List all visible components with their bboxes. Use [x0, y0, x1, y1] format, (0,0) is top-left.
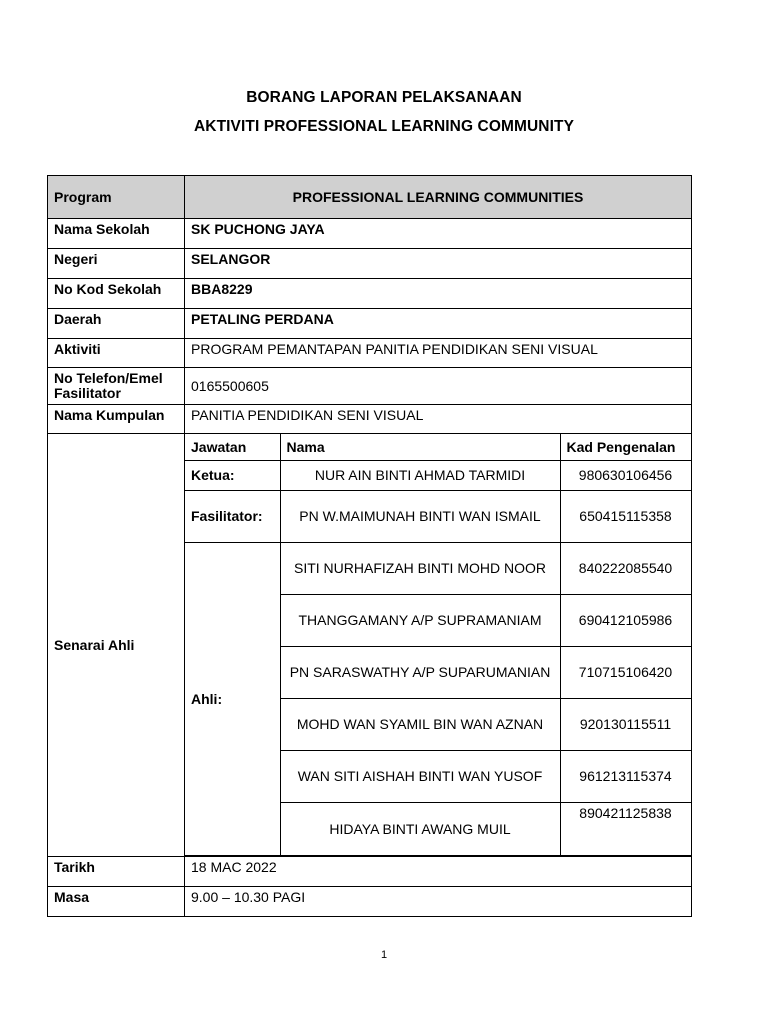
row-program	[48, 176, 692, 219]
member-name: WAN SITI AISHAH BINTI WAN YUSOF	[280, 750, 560, 802]
row-kod-sekolah	[48, 279, 692, 309]
member-ic: 961213115374	[560, 750, 691, 802]
tarikh-value: 18 MAC 2022	[185, 856, 692, 886]
row-aktiviti	[48, 339, 692, 368]
member-name: PN W.MAIMUNAH BINTI WAN ISMAIL	[280, 490, 560, 542]
member-name: NUR AIN BINTI AHMAD TARMIDI	[280, 460, 560, 490]
member-name: PN SARASWATHY A/P SUPARUMANIAN	[280, 646, 560, 698]
kumpulan-label: Nama Kumpulan	[48, 405, 185, 434]
member-name: SITI NURHAFIZAH BINTI MOHD NOOR	[280, 542, 560, 594]
members-table	[185, 434, 692, 856]
row-telefon	[48, 368, 692, 405]
report-form-table	[47, 175, 692, 917]
kod-sekolah-label: No Kod Sekolah	[48, 279, 185, 309]
telefon-label: No Telefon/Emel Fasilitator	[48, 368, 185, 405]
member-row-ahli	[185, 542, 691, 594]
role-ketua: Ketua:	[185, 460, 280, 490]
role-fasilitator: Fasilitator:	[185, 490, 280, 542]
nama-sekolah-label: Nama Sekolah	[48, 219, 185, 249]
page-number: 1	[380, 949, 388, 961]
row-negeri	[48, 249, 692, 279]
col-ic-header: Kad Pengenalan	[560, 434, 691, 460]
member-row-ketua	[185, 460, 691, 490]
row-senarai-ahli	[48, 434, 692, 857]
members-header-row	[185, 434, 691, 460]
masa-value: 9.00 – 10.30 PAGI	[185, 886, 692, 916]
negeri-value: SELANGOR	[185, 249, 692, 279]
program-label: Program	[48, 176, 185, 219]
row-nama-sekolah	[48, 219, 692, 249]
members-cell	[185, 434, 692, 857]
member-ic: 650415115358	[560, 490, 691, 542]
daerah-value: PETALING PERDANA	[185, 309, 692, 339]
col-nama-header: Nama	[280, 434, 560, 460]
program-value: PROFESSIONAL LEARNING COMMUNITIES	[185, 176, 692, 219]
row-daerah	[48, 309, 692, 339]
member-name: THANGGAMANY A/P SUPRAMANIAM	[280, 594, 560, 646]
role-ahli: Ahli:	[185, 542, 280, 855]
member-row-fasilitator	[185, 490, 691, 542]
kod-sekolah-value: BBA8229	[185, 279, 692, 309]
member-ic: 840222085540	[560, 542, 691, 594]
negeri-label: Negeri	[48, 249, 185, 279]
kumpulan-value: PANITIA PENDIDIKAN SENI VISUAL	[185, 405, 692, 434]
row-tarikh	[48, 856, 692, 886]
member-ic: 690412105986	[560, 594, 691, 646]
masa-label: Masa	[48, 886, 185, 916]
row-kumpulan	[48, 405, 692, 434]
aktiviti-value: PROGRAM PEMANTAPAN PANITIA PENDIDIKAN SENI VISUAL	[185, 339, 692, 368]
aktiviti-label: Aktiviti	[48, 339, 185, 368]
senarai-ahli-label: Senarai Ahli	[48, 434, 185, 857]
member-name: MOHD WAN SYAMIL BIN WAN AZNAN	[280, 698, 560, 750]
member-ic: 710715106420	[560, 646, 691, 698]
telefon-value: 0165500605	[185, 368, 692, 405]
member-ic: 890421125838	[560, 802, 691, 855]
member-name: HIDAYA BINTI AWANG MUIL	[280, 802, 560, 855]
member-ic: 980630106456	[560, 460, 691, 490]
form-subtitle: AKTIVITI PROFESSIONAL LEARNING COMMUNITY	[193, 118, 575, 135]
tarikh-label: Tarikh	[48, 856, 185, 886]
daerah-label: Daerah	[48, 309, 185, 339]
row-masa	[48, 886, 692, 916]
member-ic: 920130115511	[560, 698, 691, 750]
form-title: BORANG LAPORAN PELAKSANAAN	[246, 89, 522, 106]
col-jawatan-header: Jawatan	[185, 434, 280, 460]
nama-sekolah-value: SK PUCHONG JAYA	[185, 219, 692, 249]
